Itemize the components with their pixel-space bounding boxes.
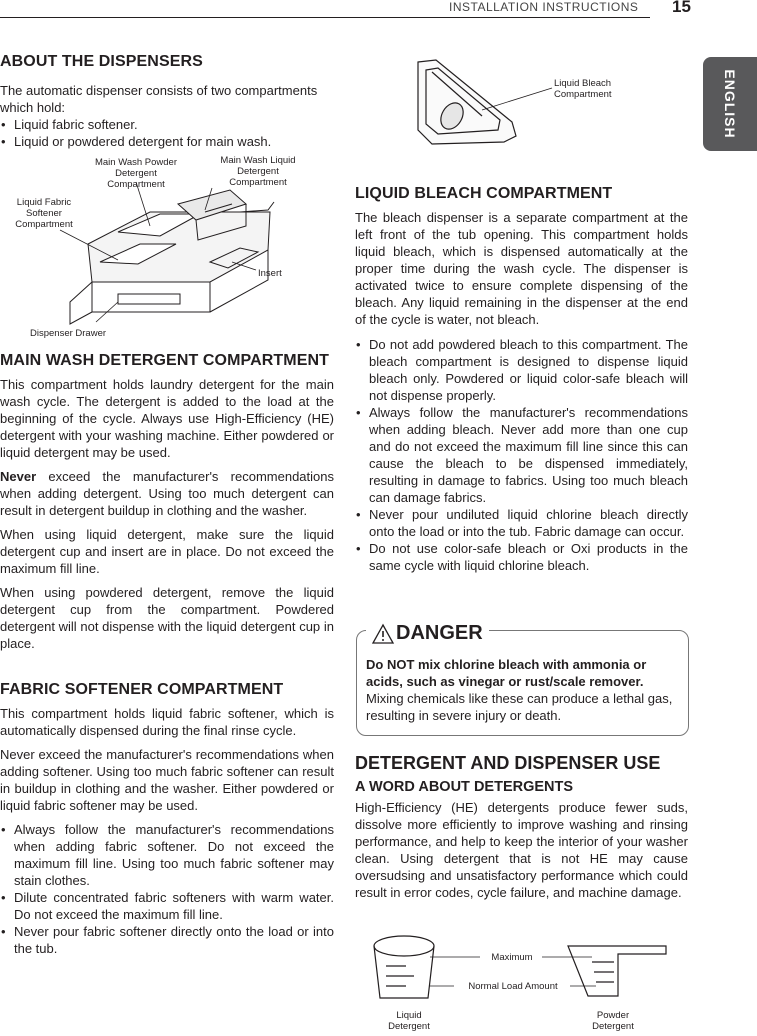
about-section bbox=[0, 53, 334, 150]
label-main-wash-liquid: Main Wash Liquid Detergent Compartment bbox=[220, 155, 296, 188]
fabric-softener-title: FABRIC SOFTENER COMPARTMENT bbox=[0, 681, 284, 698]
liquid-bleach-list bbox=[355, 336, 688, 574]
main-wash-p2-text: exceed the manufacturer's recommendations when adding detergent. Using too much detergent can result in detergent buildup in clothing and the washer. bbox=[0, 469, 334, 518]
label-fabric-softener: Liquid Fabric Softener Compartment bbox=[15, 197, 73, 230]
detergent-use-subtitle: A WORD ABOUT DETERGENTS bbox=[355, 779, 574, 795]
detergent-use-section bbox=[355, 753, 688, 901]
bleach-compartment-illustration bbox=[412, 58, 652, 148]
header-section-title: INSTALLATION INSTRUCTIONS bbox=[449, 0, 639, 14]
fabric-softener-list bbox=[0, 821, 334, 957]
list-item: • Dilute concentrated fabric softeners with warm water. Do not exceed the maximum fill line. bbox=[0, 889, 334, 923]
main-wash-p1: This compartment holds laundry detergent for the main wash cycle. The detergent is added to the load at the beginning of the cycle. Always use High-Efficiency (HE) detergent with your washing machine. Either powdered or liquid detergent may be used. bbox=[0, 377, 334, 460]
liquid-bleach-p1: The bleach dispenser is a separate compartment at the left front of the tub opening. This compartment holds liquid bleach, which is dispensed automatically at the proper time during the wash cycle. The dispenser is activated twice to ensure complete dispensing of the bleach. Any liquid remaining in the dispenser at the end of the cycle is water, not bleach. bbox=[355, 210, 688, 327]
label-dispenser-drawer: Dispenser Drawer bbox=[30, 328, 107, 339]
list-item: • Always follow the manufacturer's recommendations when adding bleach. Never add more than one cup and do not exceed the maximum fill line since this can cause the bleach to be dispensed immediately, resulting in damage to fabrics. Using too much bleach can damage fabrics. bbox=[355, 404, 688, 506]
danger-heading bbox=[366, 622, 489, 645]
header-rule bbox=[0, 17, 650, 18]
detergent-use-p1: High-Efficiency (HE) detergents produce fewer suds, dissolve more efficiently to improve washing and rinsing performance, and help to keep the interior of your washer clean. Using detergent that is not HE may cause oversudsing and unsatisfactory performance which could result in error codes, cycle failure, and machine damage. bbox=[355, 800, 688, 900]
main-wash-p3: When using liquid detergent, make sure the liquid detergent cup and insert are in place. Do not exceed the maximum fill line. bbox=[0, 527, 334, 576]
list-item: • Never pour fabric softener directly onto the load or into the tub. bbox=[0, 923, 334, 957]
danger-text bbox=[366, 656, 680, 724]
about-intro: The automatic dispenser consists of two compartments which hold: bbox=[0, 83, 318, 115]
page-number: 15 bbox=[672, 0, 691, 16]
label-maximum: Maximum bbox=[491, 952, 533, 963]
list-item: • Always follow the manufacturer's recommendations when adding fabric softener. Do not exceed the maximum fill line. Using too much fabric softener may stain clothes. bbox=[0, 821, 334, 889]
about-title: ABOUT THE DISPENSERS bbox=[0, 53, 203, 70]
about-list bbox=[0, 116, 334, 150]
label-bleach-compartment: Liquid Bleach Compartment bbox=[554, 78, 612, 100]
dispenser-figure bbox=[0, 152, 334, 342]
main-wash-title: MAIN WASH DETERGENT COMPARTMENT bbox=[0, 352, 330, 369]
list-item: • Do not use color-safe bleach or Oxi products in the same cycle with liquid chlorine bleach. bbox=[355, 540, 688, 574]
list-item: • Liquid or powdered detergent for main wash. bbox=[0, 133, 334, 150]
label-main-wash-powder: Main Wash Powder Detergent Compartment bbox=[94, 157, 177, 190]
danger-strong: Do NOT mix chlorine bleach with ammonia or acids, such as vinegar or rust/scale remover. bbox=[366, 657, 647, 689]
bleach-figure bbox=[412, 58, 652, 148]
language-tab bbox=[703, 57, 757, 151]
label-liquid-detergent: Liquid Detergent bbox=[388, 1010, 430, 1032]
list-item: • Do not add powdered bleach to this compartment. The bleach compartment is designed to dispense liquid bleach only. Powdered or liquid color-safe bleach will not dispense properly. bbox=[355, 336, 688, 404]
danger-title: DANGER bbox=[396, 622, 483, 644]
liquid-bleach-section bbox=[355, 185, 688, 574]
danger-rest: Mixing chemicals like these can produce a lethal gas, resulting in severe injury or death. bbox=[366, 691, 673, 723]
warning-triangle-icon bbox=[372, 624, 394, 644]
fabric-softener-p1: This compartment holds liquid fabric softener, which is automatically dispensed during the final rinse cycle. bbox=[0, 706, 334, 738]
label-normal-load: Normal Load Amount bbox=[468, 981, 558, 992]
label-powder-detergent: Powder Detergent bbox=[592, 1010, 634, 1032]
fabric-softener-p2: Never exceed the manufacturer's recommendations when adding softener. Using too much fabric softener can result in buildup in clothing and the washer. Either powdered or liquid fabric softener may be used. bbox=[0, 747, 334, 813]
main-wash-section bbox=[0, 352, 334, 652]
fabric-softener-section bbox=[0, 681, 334, 957]
main-wash-p4: When using powdered detergent, remove the liquid detergent cup from the compartment. Powdered detergent will not dispense with the liquid detergent cup in place. bbox=[0, 585, 334, 651]
list-item: • Liquid fabric softener. bbox=[0, 116, 334, 133]
language-tab-label: ENGLISH bbox=[722, 69, 738, 139]
list-item: • Never pour undiluted liquid chlorine bleach directly onto the load or into the tub. Fabric damage can occur. bbox=[355, 506, 688, 540]
main-wash-p2 bbox=[0, 468, 334, 519]
liquid-bleach-title: LIQUID BLEACH COMPARTMENT bbox=[355, 185, 613, 202]
detergent-cups-illustration bbox=[356, 926, 686, 1006]
label-insert: Insert bbox=[258, 268, 282, 279]
detergent-use-title: DETERGENT AND DISPENSER USE bbox=[355, 753, 661, 773]
detergent-figure bbox=[356, 926, 686, 1036]
main-wash-p2-strong: Never bbox=[0, 469, 37, 484]
